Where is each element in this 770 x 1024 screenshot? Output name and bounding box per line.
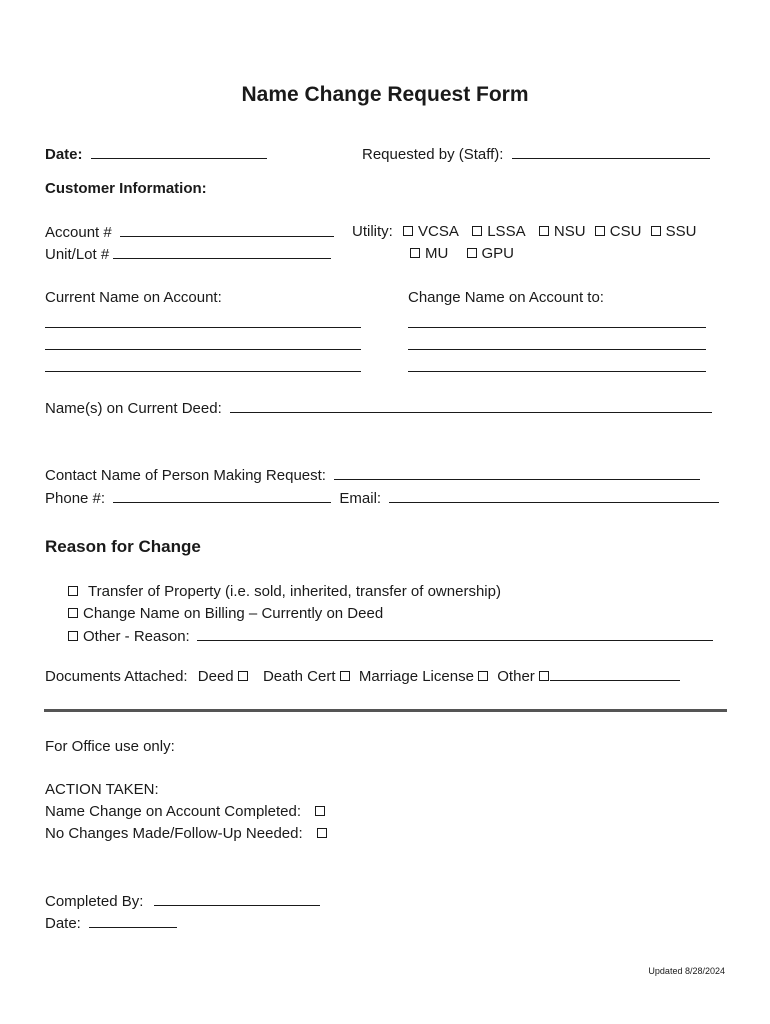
office-heading: For Office use only: bbox=[45, 738, 175, 755]
reason-option-transfer[interactable]: Transfer of Property (i.e. sold, inherited, transfer of ownership) bbox=[68, 583, 501, 601]
checkbox-icon[interactable] bbox=[340, 671, 350, 681]
updated-date: Updated 8/28/2024 bbox=[648, 966, 725, 976]
completed-row bbox=[45, 803, 330, 821]
checkbox-icon[interactable] bbox=[539, 226, 549, 236]
date-field-row bbox=[45, 145, 267, 164]
phone-label: Phone #: bbox=[45, 490, 106, 507]
checkbox-icon[interactable] bbox=[595, 226, 605, 236]
document-option-deed[interactable]: Deed bbox=[198, 668, 253, 685]
requested-by-row bbox=[362, 145, 710, 164]
checkbox-icon[interactable] bbox=[317, 828, 327, 838]
document-option-death-cert[interactable]: Death Cert bbox=[263, 668, 355, 685]
utility-row-2 bbox=[410, 245, 514, 263]
account-input-line[interactable] bbox=[120, 223, 334, 237]
deed-row bbox=[45, 399, 712, 418]
documents-label: Documents Attached: bbox=[45, 668, 188, 685]
form-title: Name Change Request Form bbox=[241, 83, 529, 106]
contact-label: Contact Name of Person Making Request: bbox=[45, 467, 326, 484]
reason-heading: Reason for Change bbox=[45, 537, 201, 556]
unit-lot-row bbox=[45, 245, 331, 264]
checkbox-icon[interactable] bbox=[68, 608, 78, 618]
completed-by-label: Completed By: bbox=[45, 893, 144, 910]
contact-input-line[interactable] bbox=[334, 466, 700, 480]
checkbox-icon[interactable] bbox=[68, 631, 78, 641]
completed-label: Name Change on Account Completed: bbox=[45, 803, 301, 820]
account-row bbox=[45, 223, 334, 242]
phone-email-row bbox=[45, 489, 719, 508]
checkbox-icon[interactable] bbox=[472, 226, 482, 236]
completed-by-row bbox=[45, 892, 320, 911]
completed-by-input-line[interactable] bbox=[154, 892, 320, 906]
reason-option-billing[interactable]: Change Name on Billing – Currently on Deed bbox=[68, 605, 383, 623]
phone-input-line[interactable] bbox=[113, 489, 331, 503]
account-label: Account # bbox=[45, 224, 112, 241]
office-date-input-line[interactable] bbox=[89, 914, 177, 928]
no-changes-label: No Changes Made/Follow-Up Needed: bbox=[45, 825, 303, 842]
unit-lot-label: Unit/Lot # bbox=[45, 246, 110, 263]
date-input-line[interactable] bbox=[91, 145, 267, 159]
current-name-line-2[interactable] bbox=[45, 349, 361, 350]
utility-option-vcsa[interactable]: VCSA bbox=[403, 223, 458, 240]
change-name-line-1[interactable] bbox=[408, 327, 706, 328]
reason-option-other[interactable]: Other - Reason: bbox=[68, 627, 713, 646]
current-name-line-3[interactable] bbox=[45, 371, 361, 372]
checkbox-icon[interactable] bbox=[651, 226, 661, 236]
requested-by-input-line[interactable] bbox=[512, 145, 710, 159]
checkbox-icon[interactable] bbox=[410, 248, 420, 258]
checkbox-icon[interactable] bbox=[68, 586, 78, 596]
deed-input-line[interactable] bbox=[230, 399, 712, 413]
unit-lot-input-line[interactable] bbox=[113, 245, 331, 259]
checkbox-icon[interactable] bbox=[478, 671, 488, 681]
utility-option-nsu[interactable]: NSU bbox=[539, 223, 586, 240]
email-label: Email: bbox=[339, 490, 382, 507]
deed-label: Name(s) on Current Deed: bbox=[45, 400, 222, 417]
checkbox-icon[interactable] bbox=[539, 671, 549, 681]
current-name-label: Current Name on Account: bbox=[45, 289, 222, 306]
office-date-label: Date: bbox=[45, 915, 81, 932]
utility-option-ssu[interactable]: SSU bbox=[651, 223, 697, 240]
utility-option-mu[interactable]: MU bbox=[410, 245, 448, 262]
utility-option-csu[interactable]: CSU bbox=[595, 223, 642, 240]
change-name-line-2[interactable] bbox=[408, 349, 706, 350]
utility-row-1 bbox=[352, 223, 696, 241]
email-input-line[interactable] bbox=[389, 489, 719, 503]
document-option-other[interactable]: Other bbox=[497, 668, 550, 685]
office-date-row bbox=[45, 914, 177, 933]
utility-label: Utility: bbox=[352, 223, 393, 240]
utility-option-lssa[interactable]: LSSA bbox=[472, 223, 525, 240]
checkbox-icon[interactable] bbox=[238, 671, 248, 681]
date-label: Date: bbox=[45, 146, 83, 163]
no-changes-row bbox=[45, 825, 332, 843]
checkbox-icon[interactable] bbox=[467, 248, 477, 258]
contact-row bbox=[45, 466, 700, 485]
checkbox-icon[interactable] bbox=[315, 806, 325, 816]
action-taken-label: ACTION TAKEN: bbox=[45, 781, 159, 798]
utility-option-gpu[interactable]: GPU bbox=[467, 245, 515, 262]
office-divider bbox=[44, 709, 727, 712]
change-name-line-3[interactable] bbox=[408, 371, 706, 372]
documents-row bbox=[45, 667, 680, 686]
document-option-marriage-license[interactable]: Marriage License bbox=[359, 668, 493, 685]
current-name-line-1[interactable] bbox=[45, 327, 361, 328]
change-name-label: Change Name on Account to: bbox=[408, 289, 604, 306]
checkbox-icon[interactable] bbox=[403, 226, 413, 236]
other-reason-input-line[interactable] bbox=[197, 627, 713, 641]
customer-info-heading: Customer Information: bbox=[45, 180, 207, 197]
other-document-input-line[interactable] bbox=[550, 667, 680, 681]
requested-by-label: Requested by (Staff): bbox=[362, 146, 504, 163]
